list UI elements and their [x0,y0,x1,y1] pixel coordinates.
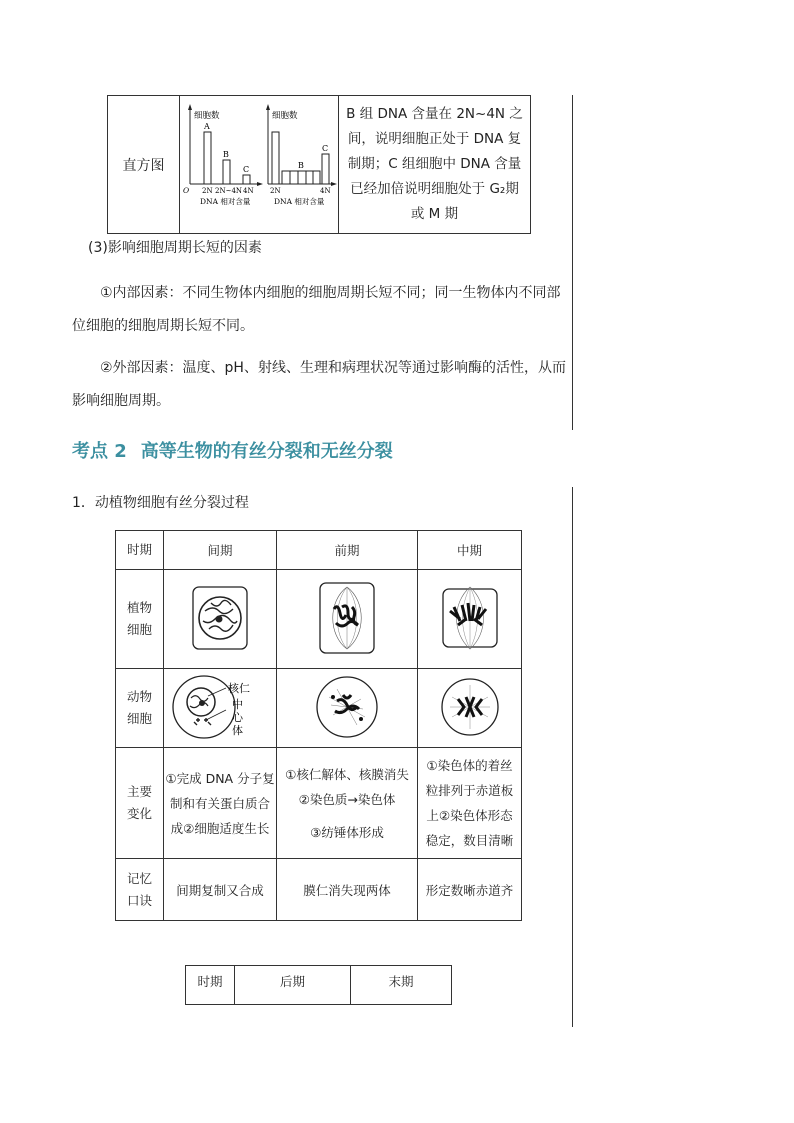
histogram-figure [180,96,339,234]
desc-line: 间，说明细胞正处于 DNA 复 [347,131,522,147]
section-heading [72,437,393,463]
histogram-left [183,104,263,206]
change-line: ②染色质→染色体 [298,791,396,807]
change-line: 制和有关蛋白质合 [169,795,270,811]
left-bar-a-label: A [204,122,210,131]
change-line: ①完成 DNA 分子复 [165,770,275,786]
left-tick-2n4n: 2N~4N [215,187,243,195]
left-ylabel: 细胞数 [194,111,220,121]
header-metaphase: 中期 [418,531,522,570]
plant-metaphase-image [418,570,522,669]
plant-interphase-image [164,570,277,669]
external-factor: ②外部因素：温度、pH、射线、生理和病理状况等通过影响酶的活性，从而影响细胞周期。 [72,360,566,409]
desc-line: 制期；C 组细胞中 DNA 含量 [347,156,522,172]
change-line: 粒排列于赤道板 [425,783,514,798]
left-origin: O [183,186,190,195]
histogram-label: 直方图 [108,96,180,234]
right-bar-b-label: B [298,161,304,170]
left-tick-4n: 4N [243,187,254,195]
left-bar-b-label: B [223,150,229,159]
change-line: ①核仁解体、核膜消失 [285,766,409,782]
centrosome-label-2: 心 [232,710,243,724]
mnemonic-label [116,859,164,921]
right-tick-4n: 4N [320,187,331,195]
centrosome-label-1: 中 [232,697,243,711]
prophase-changes [277,748,418,859]
change-label [116,748,164,859]
right-tick-2n: 2N [270,187,281,195]
plant-label-2: 细胞 [126,622,152,637]
change-label-2: 变化 [126,806,152,821]
right-xlabel: DNA 相对含量 [274,197,325,206]
animal-prophase-image [277,669,418,748]
animal-metaphase-image [418,669,522,748]
change-line: 稳定，数目清晰 [425,833,514,848]
mnemonic-prophase: 膜仁消失现两体 [277,859,418,921]
right-ylabel: 细胞数 [272,111,298,121]
section-3-title: (3)影响细胞周期长短的因素 [88,240,262,256]
histogram-right [266,104,337,206]
right-bar-c-label: C [322,144,329,153]
centrosome-label-3: 体 [232,723,243,737]
plant-prophase-illustration [318,581,376,655]
change-line: ③纺锤体形成 [310,824,384,840]
metaphase-changes [418,748,522,859]
margin-line-bottom [572,487,573,1027]
left-tick-2n: 2N [202,187,213,195]
left-bar-c-label: C [243,165,250,174]
header-interphase: 间期 [164,531,277,570]
histogram-table [107,95,531,234]
plant-metaphase-illustration [440,583,500,653]
header-period: 时期 [116,531,164,570]
heading-number: 考点 2 [72,441,127,462]
mnemonic-interphase: 间期复制又合成 [164,859,277,921]
change-label-1: 主要 [126,784,152,799]
left-xlabel: DNA 相对含量 [200,197,251,206]
change-line: ①染色体的着丝 [426,758,513,773]
plant-label-1: 植物 [126,600,152,615]
interphase-changes [164,748,277,859]
animal-interphase-illustration [168,674,272,740]
change-line: 成②细胞适度生长 [170,820,270,836]
animal-prophase-illustration [315,675,379,739]
animal-label-1: 动物 [126,689,152,704]
internal-factor: ①内部因素：不同生物体内细胞的细胞周期长短不同；同一生物体内不同部位细胞的细胞周期长短不同。 [72,285,561,334]
animal-interphase-image [164,669,277,748]
sub-heading: 1．动植物细胞有丝分裂过程 [72,495,249,511]
mnemonic-label-1: 记忆 [126,870,152,886]
desc-line: 或 M 期 [410,206,459,222]
t3-header-telophase: 末期 [351,966,452,1005]
desc-line: 已经加倍说明细胞处于 G₂期 [350,181,519,197]
header-prophase: 前期 [277,531,418,570]
heading-text: 高等生物的有丝分裂和无丝分裂 [140,441,393,462]
nucleolus-label: 核仁 [228,681,250,695]
t3-header-period: 时期 [186,966,235,1005]
plant-prophase-image [277,570,418,669]
animal-label-2: 细胞 [126,711,152,726]
plant-label [116,570,164,669]
change-line: 上②染色体形态 [426,808,513,823]
anaphase-telophase-table [185,965,452,1005]
histogram-description [339,96,531,234]
plant-interphase-illustration [191,585,249,651]
mitosis-table [115,530,522,921]
animal-label [116,669,164,748]
t3-header-anaphase: 后期 [235,966,351,1005]
mnemonic-label-2: 口诀 [126,892,152,908]
desc-line: B 组 DNA 含量在 2N~4N 之 [346,106,523,122]
histogram-charts [180,96,338,229]
animal-metaphase-illustration [438,675,502,739]
mnemonic-metaphase: 形定数晰赤道齐 [418,859,522,921]
